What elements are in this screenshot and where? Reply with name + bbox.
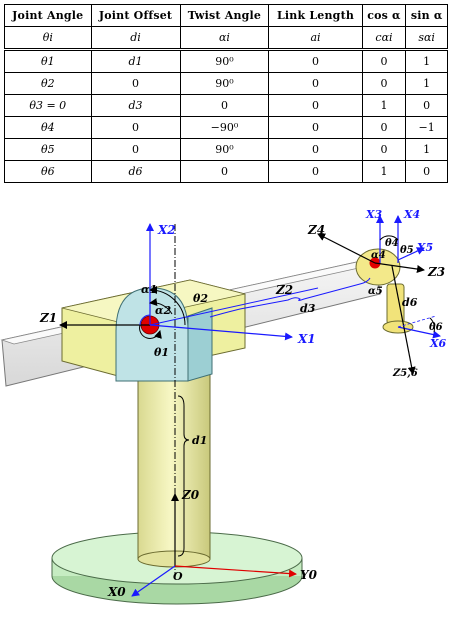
table-cell: 0	[269, 50, 362, 73]
table-cell: d3	[91, 95, 180, 117]
label-alpha5: α5	[368, 286, 383, 297]
table-cell: 0	[180, 95, 269, 117]
table-cell: 0	[91, 117, 180, 139]
table-cell: 1	[406, 73, 448, 95]
dh-parameter-table-container	[4, 4, 448, 183]
label-d3: d3	[300, 302, 316, 315]
label-theta4: θ4	[385, 238, 399, 249]
table-cell: d6	[91, 161, 180, 183]
label-z2: Z2	[276, 283, 294, 297]
table-symbol-row	[5, 27, 448, 50]
label-x6: X6	[430, 337, 447, 350]
table-cell: 1	[406, 139, 448, 161]
table-row	[5, 95, 448, 117]
header-sin-alpha: sin α	[406, 5, 448, 27]
label-z4: Z4	[308, 223, 326, 237]
label-z56: Z5,6	[393, 368, 418, 379]
label-z0: Z0	[182, 488, 200, 502]
table-cell: 0	[362, 139, 406, 161]
table-cell: −90⁰	[180, 117, 269, 139]
symbol-cell: di	[91, 27, 180, 50]
table-cell: 90⁰	[180, 139, 269, 161]
robot-arm-diagram	[0, 196, 452, 613]
table-cell: θ4	[5, 117, 92, 139]
table-cell: 0	[406, 161, 448, 183]
table-cell: θ1	[5, 50, 92, 73]
table-cell: θ6	[5, 161, 92, 183]
table-cell: 0	[362, 117, 406, 139]
header-link-length: Link Length	[269, 5, 362, 27]
symbol-cell: θi	[5, 27, 92, 50]
symbol-cell: cαi	[362, 27, 406, 50]
table-row	[5, 50, 448, 73]
label-x5: X5	[417, 241, 434, 254]
table-cell: 1	[362, 161, 406, 183]
header-cos-alpha: cos α	[362, 5, 406, 27]
symbol-cell: sαi	[406, 27, 448, 50]
label-theta1: θ1	[154, 346, 169, 359]
label-theta5: θ5	[400, 245, 414, 256]
header-joint-offset: Joint Offset	[91, 5, 180, 27]
table-cell: 1	[406, 50, 448, 73]
symbol-cell: ai	[269, 27, 362, 50]
header-twist-angle: Twist Angle	[180, 5, 269, 27]
label-x3: X3	[366, 208, 383, 221]
table-cell: 1	[362, 95, 406, 117]
label-z1: Z1	[40, 311, 58, 325]
vertical-column	[138, 371, 210, 567]
table-cell: θ2	[5, 73, 92, 95]
table-header-row	[5, 5, 448, 27]
table-cell: −1	[406, 117, 448, 139]
label-x4: X4	[404, 208, 421, 221]
table-cell: θ3 = 0	[5, 95, 92, 117]
table-cell: 0	[269, 95, 362, 117]
robot-arm-figure	[0, 196, 452, 613]
table-row	[5, 139, 448, 161]
label-alpha1: α1	[141, 283, 158, 296]
label-alpha2: α2	[155, 304, 172, 317]
table-row	[5, 73, 448, 95]
table-cell: d1	[91, 50, 180, 73]
table-cell: 0	[269, 139, 362, 161]
label-x0: X0	[108, 585, 126, 599]
label-theta6: θ6	[429, 322, 443, 333]
table-cell: 0	[362, 50, 406, 73]
table-cell: 0	[269, 117, 362, 139]
table-cell: 0	[269, 161, 362, 183]
table-cell: 0	[91, 139, 180, 161]
label-d1: d1	[192, 434, 208, 447]
label-x1: X1	[298, 332, 316, 346]
label-d6: d6	[402, 296, 418, 309]
label-x2: X2	[158, 223, 176, 237]
symbol-cell: αi	[180, 27, 269, 50]
table-cell: 0	[362, 73, 406, 95]
z4-axis	[318, 234, 375, 263]
table-cell: 0	[406, 95, 448, 117]
table-cell: 0	[91, 73, 180, 95]
label-theta2: θ2	[193, 292, 208, 305]
table-cell: θ5	[5, 139, 92, 161]
table-cell: 0	[180, 161, 269, 183]
table-row	[5, 161, 448, 183]
label-z3: Z3	[428, 265, 446, 279]
dh-parameter-table	[4, 4, 448, 183]
label-y0: Y0	[300, 568, 317, 582]
label-origin: O	[173, 570, 183, 583]
table-cell: 90⁰	[180, 50, 269, 73]
header-joint-angle: Joint Angle	[5, 5, 92, 27]
table-cell: 90⁰	[180, 73, 269, 95]
table-cell: 0	[269, 73, 362, 95]
label-alpha4: α4	[371, 250, 386, 261]
table-row	[5, 117, 448, 139]
